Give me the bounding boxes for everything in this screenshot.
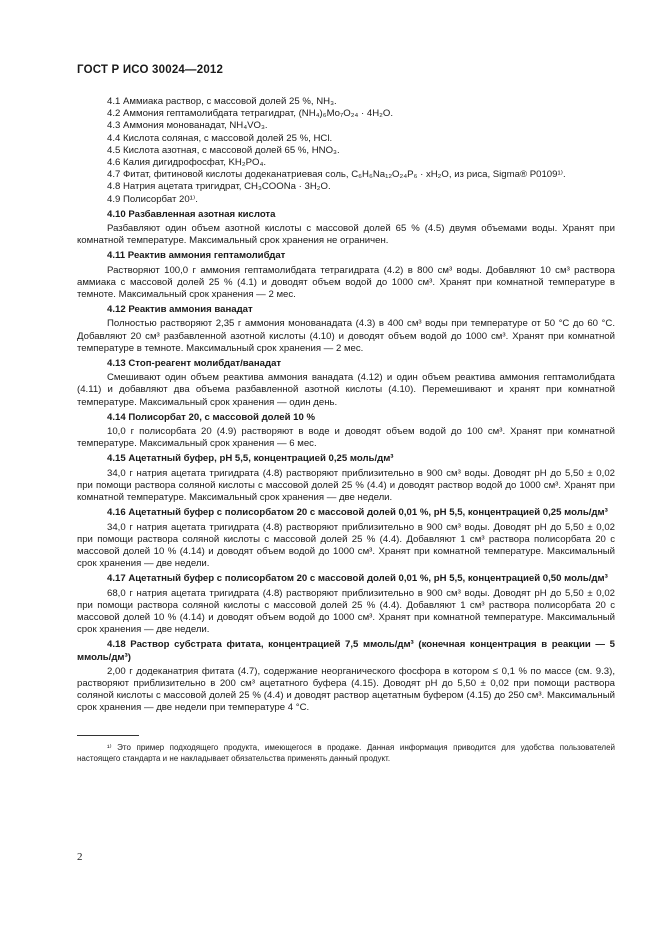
section-heading: 4.17 Ацетатный буфер с полисорбатом 20 с массовой долей 0,01 %, pH 5,5, концентрацией 0,50 моль/дм³ [107, 573, 608, 585]
section-text: 34,0 г натрия ацетата тригидрата (4.8) растворяют приблизительно в 900 см³ воды. Доводят pH до 5,50 ± 0,02 при помощи раствора соляной кислоты с массовой долей 25 % (4.4) и доводят раствор водой до 1000 см³. Хранят при комнатной температуре. Максимальный срок хранения — две недели. [77, 467, 615, 504]
list-item: 4.6 Калия дигидрофосфат, KH₂PO₄. [107, 157, 267, 169]
section-heading: 4.15 Ацетатный буфер, pH 5,5, концентрацией 0,25 моль/дм³ [107, 453, 394, 465]
section-heading: 4.18 Раствор субстрата фитата, концентрацией 7,5 ммоль/дм³ (конечная концентрация в реакции — 5 ммоль/дм³) [77, 639, 615, 663]
list-item: 4.5 Кислота азотная, с массовой долей 65 %, HNO₃. [107, 144, 340, 156]
section-text: Разбавляют один объем азотной кислоты с массовой долей 65 % (4.5) двумя объемами воды. Хранят при комнатной температуре. Максимальный срок хранения не ограничен. [77, 223, 615, 247]
list-item: 4.1 Аммиака раствор, с массовой долей 25 %, NH₃. [107, 96, 337, 107]
section-heading: 4.10 Разбавленная азотная кислота [107, 208, 276, 220]
list-item: 4.2 Аммония гептамолибдата тетрагидрат, (NH₄)₆Mo₇O₂₄ · 4H₂O. [107, 108, 393, 120]
section-heading: 4.11 Реактив аммония гептамолибдат [107, 250, 286, 262]
section-heading: 4.16 Ацетатный буфер с полисорбатом 20 с массовой долей 0,01 %, pH 5,5, концентрацией 0,25 моль/дм³ [107, 507, 608, 519]
list-item: 4.3 Аммония монованадат, NH₄VO₃. [107, 120, 268, 132]
list-item: 4.7 Фитат, фитиновой кислоты додеканатриевая соль, C₆H₆Na₁₂O₂₄P₆ · xH₂O, из риса, Sigma® P0109¹⁾. [107, 169, 566, 181]
page-number: 2 [77, 851, 83, 863]
footnote: ¹⁾ Это пример подходящего продукта, имеющегося в продаже. Данная информация приводится для удобства пользователей настоящего стандарта и не накладывает обязательства применять данный продукт. [77, 742, 615, 763]
footnote-divider [77, 735, 139, 736]
list-item: 4.4 Кислота соляная, с массовой долей 25 %, HCl. [107, 132, 333, 144]
section-text: Полностью растворяют 2,35 г аммония монованадата (4.3) в 400 см³ воды при температуре от 50 °С до 60 °С. Добавляют 20 см³ разбавленной азотной кислоты (4.10) и доводят объем водой до 1000 см³. Хранят при комнатной температуре в темноте. Максимальный срок хранения — 2 мес. [77, 318, 615, 354]
document-header: ГОСТ Р ИСО 30024—2012 [77, 64, 224, 76]
section-heading: 4.14 Полисорбат 20, с массовой долей 10 % [107, 411, 316, 423]
section-text: Растворяют 100,0 г аммония гептамолибдата тетрагидрата (4.2) в 800 см³ воды. Добавляют 10 см³ раствора аммиака с массовой долей 25 % (4.1) и доводят объем водой до 1000 см³. Хранят при комнатной температуре в темноте. Максимальный срок хранения — 2 мес. [77, 264, 615, 301]
list-item: 4.9 Полисорбат 20¹⁾. [107, 193, 198, 205]
section-text: Смешивают один объем реактива аммония ванадата (4.12) и один объем реактива аммония гептамолибдата (4.11) и добавляют два объема разбавленной азотной кислоты (4.10). Перемешивают и хранят при комнатной температуре. Максимальный срок хранения — один день. [77, 372, 615, 408]
list-item: 4.8 Натрия ацетата тригидрат, CH₃COONa · 3H₂O. [107, 181, 331, 193]
section-text: 2,00 г додеканатрия фитата (4.7), содержание неорганического фосфора в котором ≤ 0,1 % по массе (см. 9.3), растворяют приблизительно в 200 см³ ацетатного буфера (4.15). Доводят pH до 5,50 ± 0,02 при помощи раствора соляной кислоты с массовой долей 25 % (4.4) и доводят раствор ацетатным буфером (4.15) до 250 см³. Максимальный срок хранения — две недели при температуре 4 °С. [77, 665, 615, 714]
section-text: 34,0 г натрия ацетата тригидрата (4.8) растворяют приблизительно в 900 см³ воды. Доводят pH до 5,50 ± 0,02 при помощи раствора соляной кислоты с массовой долей 25 % (4.4). Добавляют 1 см³ раствора полисорбата 20 с массовой долей 10 % (4.14) и доводят объем водой до 1000 см³. Хранят при комнатной температуре. Максимальный срок хранения — две недели. [77, 521, 615, 570]
document-body [77, 96, 615, 764]
section-heading: 4.13 Стоп-реагент молибдат/ванадат [107, 358, 282, 370]
section-text: 68,0 г натрия ацетата тригидрата (4.8) растворяют приблизительно в 900 см³ воды. Доводят pH до 5,50 ± 0,02 при помощи раствора соляной кислоты с массовой долей 25 % (4.4). Добавляют 1 см³ раствора полисорбата 20 с массовой долей 10 % (4.14) и доводят объем водой до 1000 см³. Хранят при комнатной температуре. Максимальный срок хранения — две недели. [77, 587, 615, 636]
section-text: 10,0 г полисорбата 20 (4.9) растворяют в воде и доводят объем водой до 100 см³. Хранят при комнатной температуре. Максимальный срок хранения — 6 мес. [77, 426, 615, 450]
section-heading: 4.12 Реактив аммония ванадат [107, 304, 253, 316]
